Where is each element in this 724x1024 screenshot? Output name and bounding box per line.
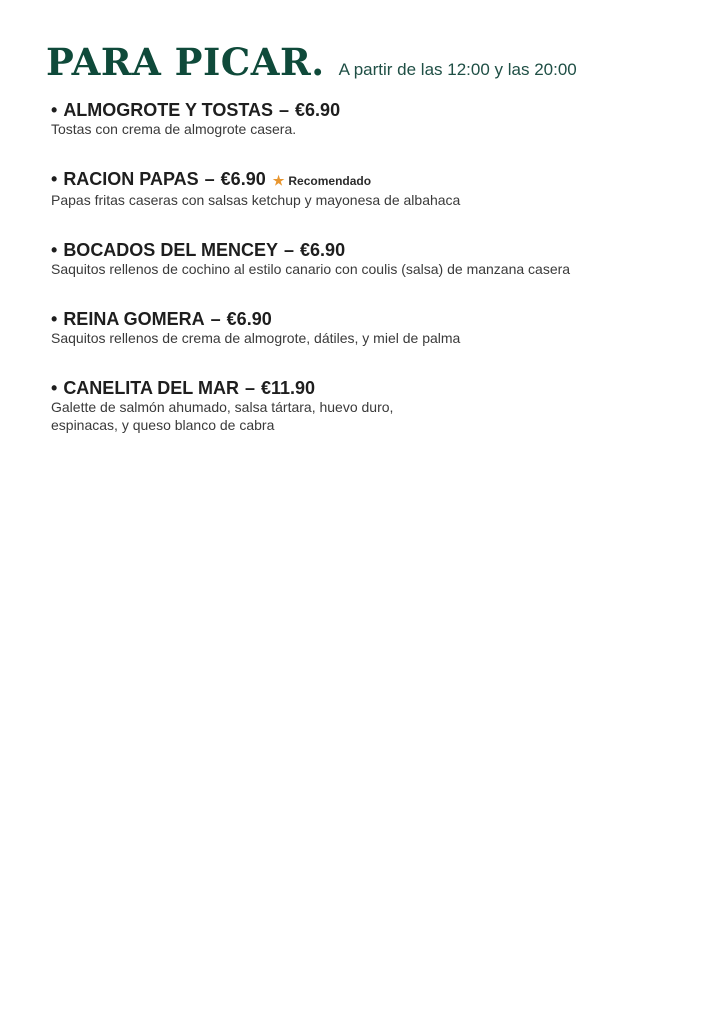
menu-item-heading	[51, 376, 691, 400]
menu-item	[51, 98, 691, 138]
menu-item-description: Papas fritas caseras con salsas ketchup y mayonesa de albahaca	[51, 192, 461, 208]
recommended-badge	[273, 169, 371, 193]
badge-label: Recomendado	[288, 174, 372, 188]
menu-item-name: CANELITA DEL MAR	[63, 378, 239, 398]
menu-item-heading	[51, 167, 691, 193]
menu-item-description-line: espinacas, y queso blanco de cabra	[51, 417, 275, 433]
menu-item-heading	[51, 307, 691, 331]
menu-item-description: Saquitos rellenos de crema de almogrote, dátiles, y miel de palma	[51, 330, 461, 346]
menu-item	[51, 307, 691, 347]
menu-item	[51, 167, 691, 209]
bullet: •	[51, 309, 58, 329]
menu-item-name: BOCADOS DEL MENCEY	[63, 240, 279, 260]
menu-item-price: €6.90	[300, 240, 346, 260]
separator: –	[244, 378, 255, 398]
menu-item	[51, 376, 691, 434]
menu-item-description: Saquitos rellenos de cochino al estilo canario con coulis (salsa) de manzana casera	[51, 261, 571, 277]
menu-item-heading	[51, 238, 691, 262]
menu-item-price: €6.90	[220, 169, 266, 189]
menu-item-description-line: Galette de salmón ahumado, salsa tártara, huevo duro,	[51, 399, 394, 415]
bullet: •	[51, 100, 58, 120]
separator: –	[284, 240, 295, 260]
menu-item	[51, 238, 691, 278]
menu-item-name: ALMOGROTE Y TOSTAS	[63, 100, 274, 120]
bullet: •	[51, 169, 58, 189]
separator: –	[204, 169, 215, 189]
star-icon: ★	[272, 173, 285, 188]
menu-item-heading	[51, 98, 691, 122]
menu-items	[51, 98, 691, 463]
serving-hours: A partir de las 12:00 y las 20:00	[338, 60, 577, 79]
bullet: •	[51, 378, 58, 398]
separator: –	[279, 100, 290, 120]
separator: –	[210, 309, 221, 329]
bullet: •	[51, 240, 58, 260]
menu-item-price: €6.90	[226, 309, 272, 329]
menu-item-name: REINA GOMERA	[63, 309, 205, 329]
menu-item-name: RACION PAPAS	[63, 169, 199, 189]
menu-item-price: €6.90	[295, 100, 341, 120]
menu-item-description: Tostas con crema de almogrote casera.	[51, 121, 297, 137]
menu-header	[46, 40, 577, 84]
menu-item-price: €11.90	[261, 378, 316, 398]
section-title: PARA PICAR.	[46, 40, 325, 84]
